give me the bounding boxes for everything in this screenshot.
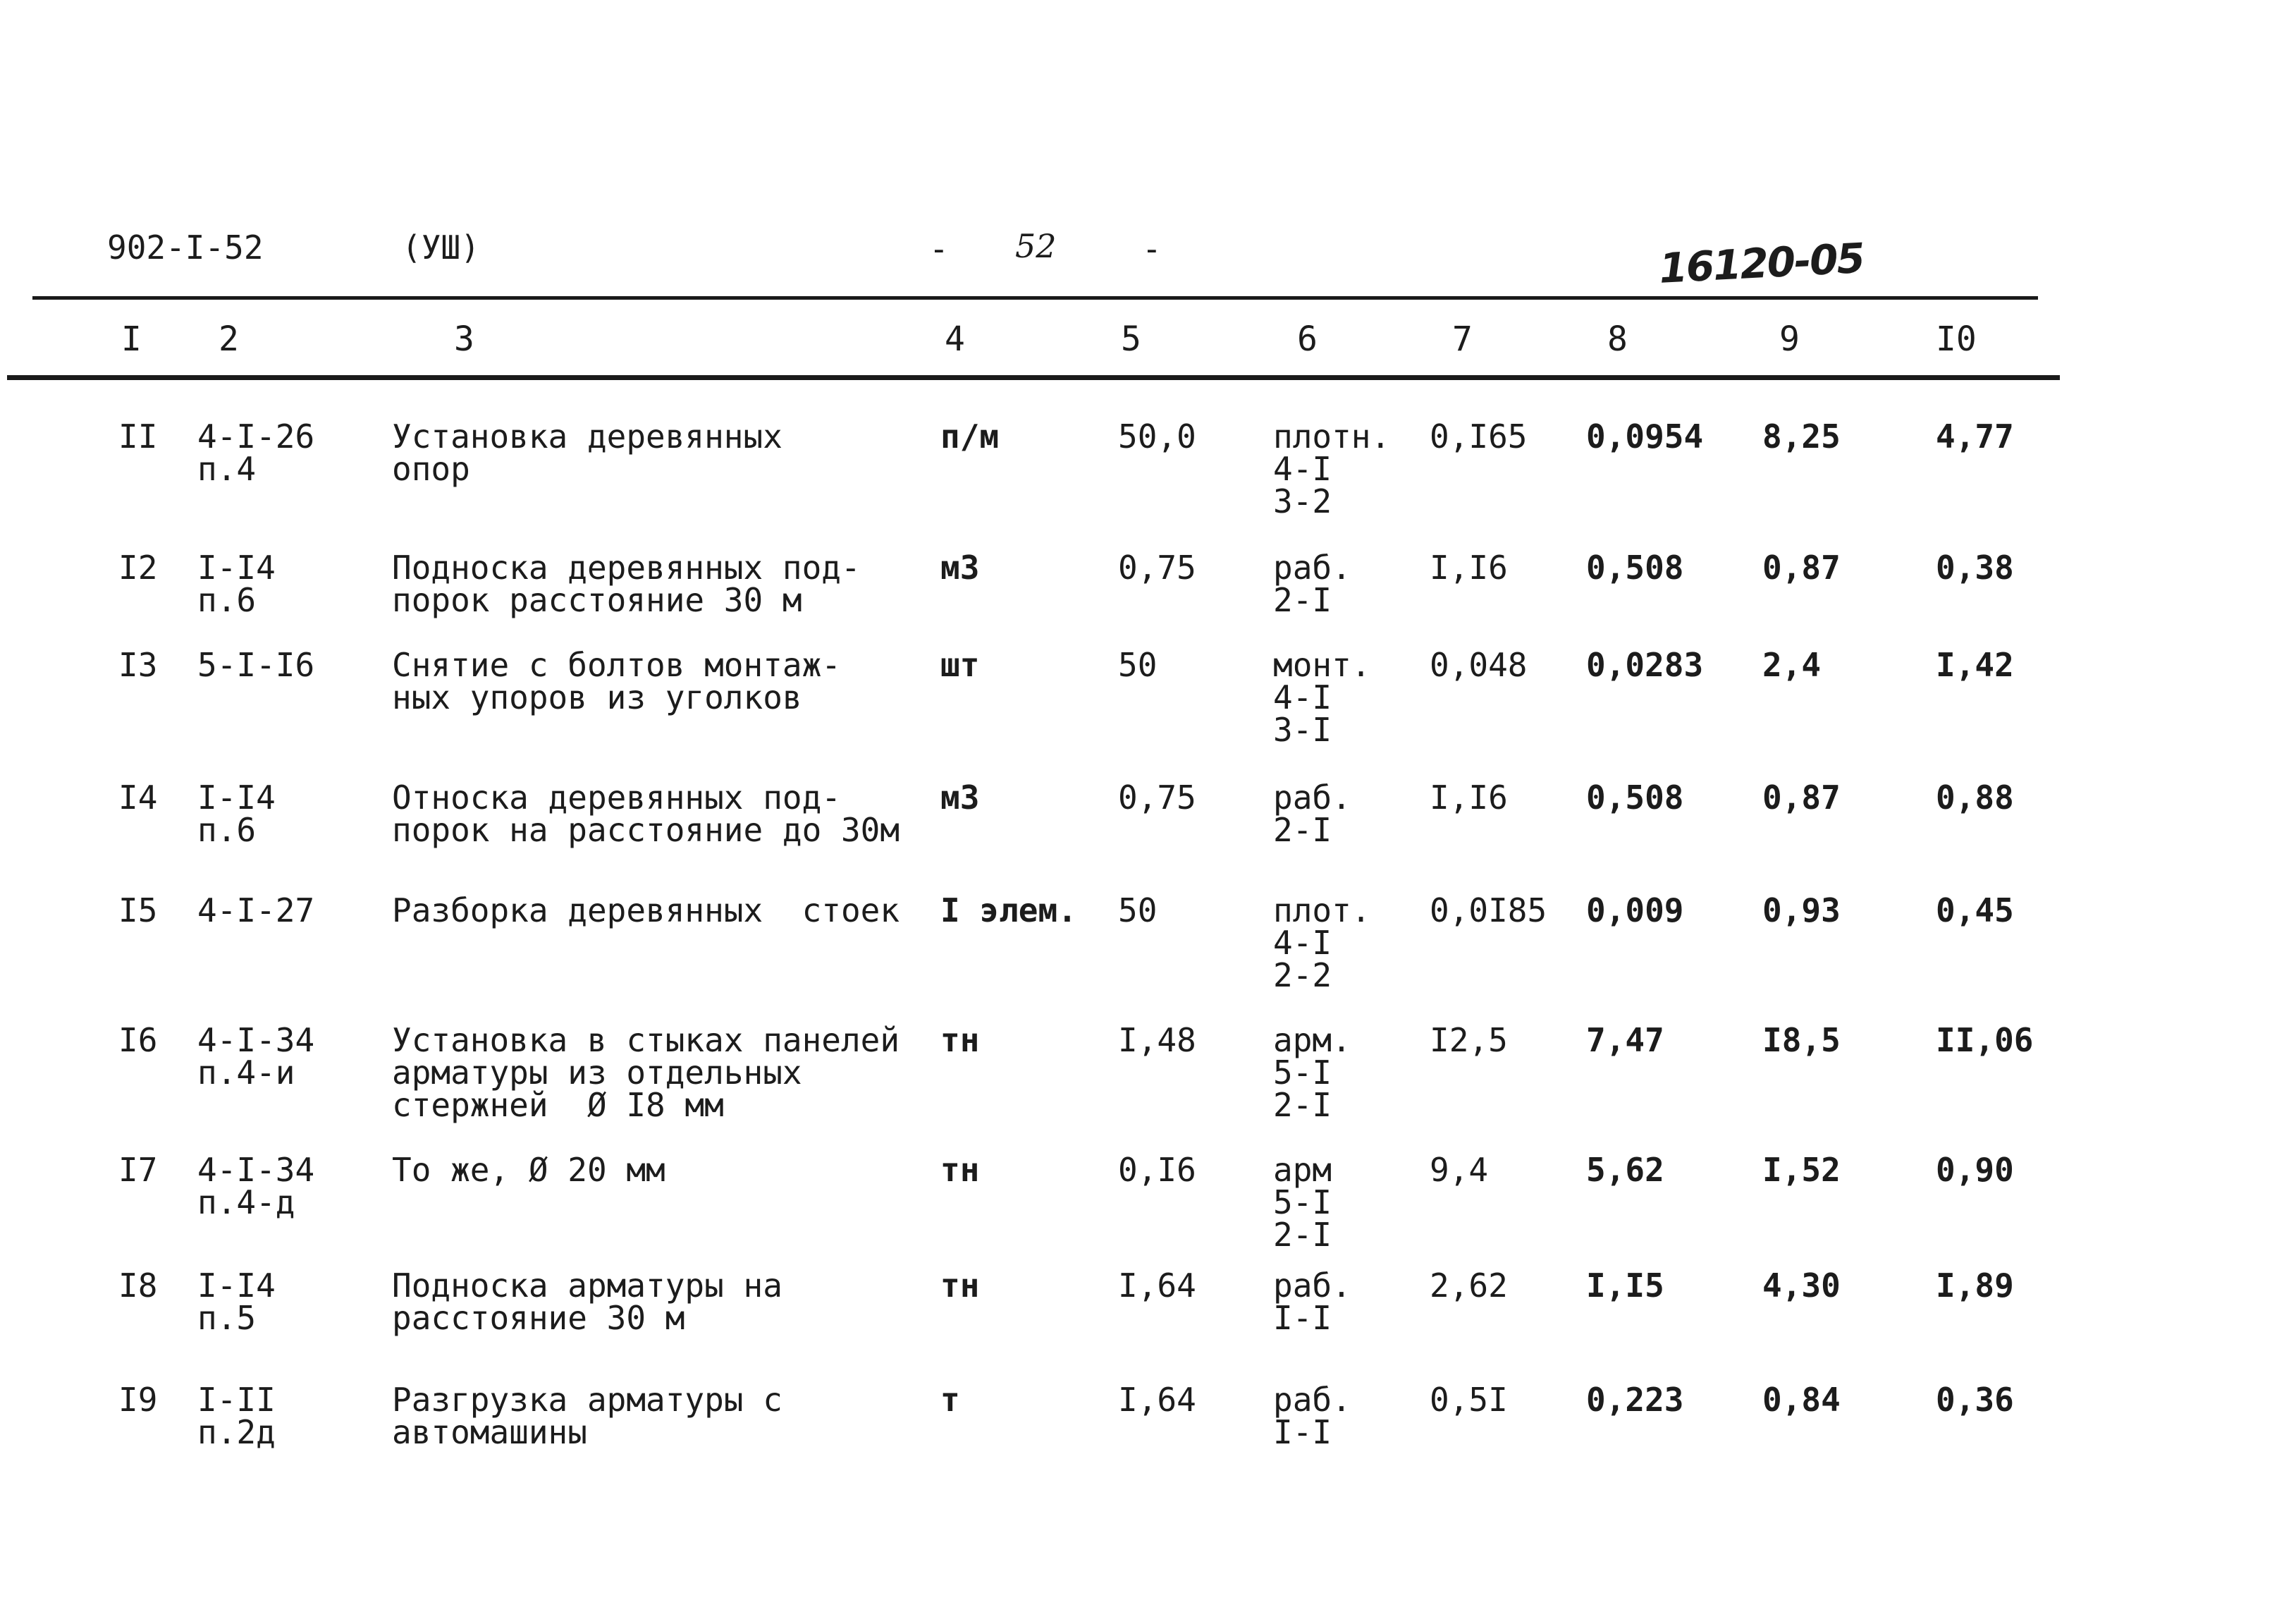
labor-norm: 2,62	[1430, 1266, 1508, 1305]
column-number-10: I0	[1936, 319, 1977, 359]
crew-composition-line: 5-I	[1273, 1183, 1332, 1221]
work-description-line: Относка деревянных под-	[392, 778, 841, 817]
labor-total: I,52	[1762, 1151, 1841, 1189]
crew-composition-line: 5-I	[1273, 1054, 1332, 1092]
work-description-line: Подноска деревянных под-	[392, 549, 861, 587]
crew-composition-line: плотн.	[1273, 417, 1391, 456]
quantity: 0,75	[1118, 778, 1196, 817]
labor-norm: 0,048	[1430, 646, 1528, 684]
norm-reference-line: I-I4	[197, 1266, 276, 1305]
norm-reference-line: п.5	[197, 1299, 257, 1337]
table-top-rule	[32, 296, 2038, 300]
work-description-line: Снятие с болтов монтаж-	[392, 646, 841, 684]
crew-composition-line: 3-2	[1273, 482, 1332, 520]
column-number-7: 7	[1452, 319, 1473, 359]
cost-total: 0,90	[1936, 1151, 2014, 1189]
row-number: II	[118, 417, 158, 456]
row-number: I5	[118, 891, 158, 929]
document-code: 902-I-52	[107, 228, 264, 267]
column-number-1: I	[121, 319, 142, 359]
table-header-rule	[7, 375, 2060, 380]
machine-norm: 0,508	[1586, 549, 1684, 587]
crew-composition-line: монт.	[1273, 646, 1371, 684]
column-number-8: 8	[1607, 319, 1628, 359]
crew-composition-line: I-I	[1273, 1299, 1332, 1337]
crew-composition-line: арм.	[1273, 1021, 1351, 1059]
crew-composition-line: арм	[1273, 1151, 1332, 1189]
row-number: I3	[118, 646, 158, 684]
quantity: 50,0	[1118, 417, 1196, 456]
quantity: 0,I6	[1118, 1151, 1196, 1189]
crew-composition-line: плот.	[1273, 891, 1371, 929]
labor-norm: 9,4	[1430, 1151, 1489, 1189]
machine-norm: 0,009	[1586, 891, 1684, 929]
norm-reference-line: I-II	[197, 1381, 276, 1419]
unit-of-measure: м3	[940, 778, 980, 817]
column-number-9: 9	[1779, 319, 1800, 359]
cost-total: I,42	[1936, 646, 2014, 684]
machine-norm: I,I5	[1586, 1266, 1664, 1305]
cost-total: 0,88	[1936, 778, 2014, 817]
crew-composition-line: 2-I	[1273, 811, 1332, 849]
column-number-6: 6	[1297, 319, 1318, 359]
volume-number: (УШ)	[402, 228, 480, 267]
norm-reference-line: 4-I-26	[197, 417, 315, 456]
labor-norm: I2,5	[1430, 1021, 1508, 1059]
cost-total: II,06	[1936, 1021, 2034, 1059]
machine-norm: 0,508	[1586, 778, 1684, 817]
machine-norm: 0,0954	[1586, 417, 1704, 456]
column-number-5: 5	[1121, 319, 1141, 359]
norm-reference-line: п.4-д	[197, 1183, 295, 1221]
unit-of-measure: тн	[940, 1151, 980, 1189]
work-description: Разборка деревянных стоек	[392, 891, 900, 929]
unit-of-measure: тн	[940, 1266, 980, 1305]
unit-of-measure: шт	[940, 646, 980, 684]
work-description-line: арматуры из отдельных	[392, 1054, 802, 1092]
labor-norm: 0,0I85	[1430, 891, 1547, 929]
page-number: 52	[1015, 227, 1057, 265]
row-number: I4	[118, 778, 158, 817]
cost-total: 0,38	[1936, 549, 2014, 587]
norm-reference-line: п.6	[197, 811, 257, 849]
cost-total: I,89	[1936, 1266, 2014, 1305]
work-description-line: порок на расстояние до 30м	[392, 811, 900, 849]
unit-of-measure: тн	[940, 1021, 980, 1059]
labor-norm: 0,5I	[1430, 1381, 1508, 1419]
quantity: I,64	[1118, 1266, 1196, 1305]
crew-composition-line: раб.	[1273, 1266, 1351, 1305]
row-number: I6	[118, 1021, 158, 1059]
crew-composition-line: 4-I	[1273, 678, 1332, 716]
work-description-line: Установка деревянных	[392, 417, 782, 456]
labor-total: 0,93	[1762, 891, 1841, 929]
labor-total: 2,4	[1762, 646, 1822, 684]
machine-norm: 5,62	[1586, 1151, 1664, 1189]
column-number-2: 2	[219, 319, 239, 359]
row-number: I9	[118, 1381, 158, 1419]
quantity: I,64	[1118, 1381, 1196, 1419]
quantity: 50	[1118, 646, 1158, 684]
archive-stamp: 16120-05	[1657, 233, 1865, 293]
crew-composition-line: раб.	[1273, 778, 1351, 817]
labor-total: I8,5	[1762, 1021, 1841, 1059]
norm-reference: 5-I-I6	[197, 646, 315, 684]
labor-norm: I,I6	[1430, 549, 1508, 587]
crew-composition-line: I-I	[1273, 1413, 1332, 1451]
work-description-line: Разгрузка арматуры с	[392, 1381, 782, 1419]
norm-reference-line: п.6	[197, 581, 257, 619]
work-description-line: Подноска арматуры на	[392, 1266, 782, 1305]
machine-norm: 7,47	[1586, 1021, 1664, 1059]
machine-norm: 0,0283	[1586, 646, 1704, 684]
work-description: То же, Ø 20 мм	[392, 1151, 665, 1189]
cost-total: 0,45	[1936, 891, 2014, 929]
work-description-line: ных упоров из уголков	[392, 678, 802, 716]
page-number-dash-left: -	[929, 230, 949, 268]
work-description-line: расстояние 30 м	[392, 1299, 685, 1337]
unit-of-measure: т	[940, 1381, 960, 1419]
norm-reference-line: 4-I-34	[197, 1151, 315, 1189]
labor-total: 0,87	[1762, 778, 1841, 817]
machine-norm: 0,223	[1586, 1381, 1684, 1419]
cost-total: 0,36	[1936, 1381, 2014, 1419]
norm-reference-line: п.4-и	[197, 1054, 295, 1092]
norm-reference-line: 4-I-34	[197, 1021, 315, 1059]
unit-of-measure: I элем.	[940, 891, 1077, 929]
work-description-line: стержней Ø I8 мм	[392, 1086, 724, 1124]
quantity: 50	[1118, 891, 1158, 929]
row-number: I2	[118, 549, 158, 587]
column-number-3: 3	[454, 319, 474, 359]
labor-norm: 0,I65	[1430, 417, 1528, 456]
page-number-dash-right: -	[1142, 230, 1162, 268]
work-description-line: Установка в стыках панелей	[392, 1021, 900, 1059]
work-description-line: опор	[392, 450, 470, 488]
crew-composition-line: 3-I	[1273, 711, 1332, 749]
labor-total: 0,87	[1762, 549, 1841, 587]
cost-total: 4,77	[1936, 417, 2014, 456]
crew-composition-line: 2-I	[1273, 581, 1332, 619]
crew-composition-line: раб.	[1273, 1381, 1351, 1419]
crew-composition-line: 4-I	[1273, 924, 1332, 962]
work-description-line: порок расстояние 30 м	[392, 581, 802, 619]
labor-total: 0,84	[1762, 1381, 1841, 1419]
labor-norm: I,I6	[1430, 778, 1508, 817]
unit-of-measure: п/м	[940, 417, 1000, 456]
norm-reference-line: I-I4	[197, 549, 276, 587]
crew-composition-line: раб.	[1273, 549, 1351, 587]
crew-composition-line: 2-I	[1273, 1086, 1332, 1124]
crew-composition-line: 2-2	[1273, 956, 1332, 994]
column-number-4: 4	[945, 319, 965, 359]
norm-reference-line: п.4	[197, 450, 257, 488]
labor-total: 4,30	[1762, 1266, 1841, 1305]
crew-composition-line: 2-I	[1273, 1216, 1332, 1254]
norm-reference-line: п.2д	[197, 1413, 276, 1451]
norm-reference-line: I-I4	[197, 778, 276, 817]
row-number: I8	[118, 1266, 158, 1305]
work-description-line: автомашины	[392, 1413, 587, 1451]
row-number: I7	[118, 1151, 158, 1189]
unit-of-measure: м3	[940, 549, 980, 587]
crew-composition-line: 4-I	[1273, 450, 1332, 488]
quantity: I,48	[1118, 1021, 1196, 1059]
norm-reference: 4-I-27	[197, 891, 315, 929]
quantity: 0,75	[1118, 549, 1196, 587]
labor-total: 8,25	[1762, 417, 1841, 456]
